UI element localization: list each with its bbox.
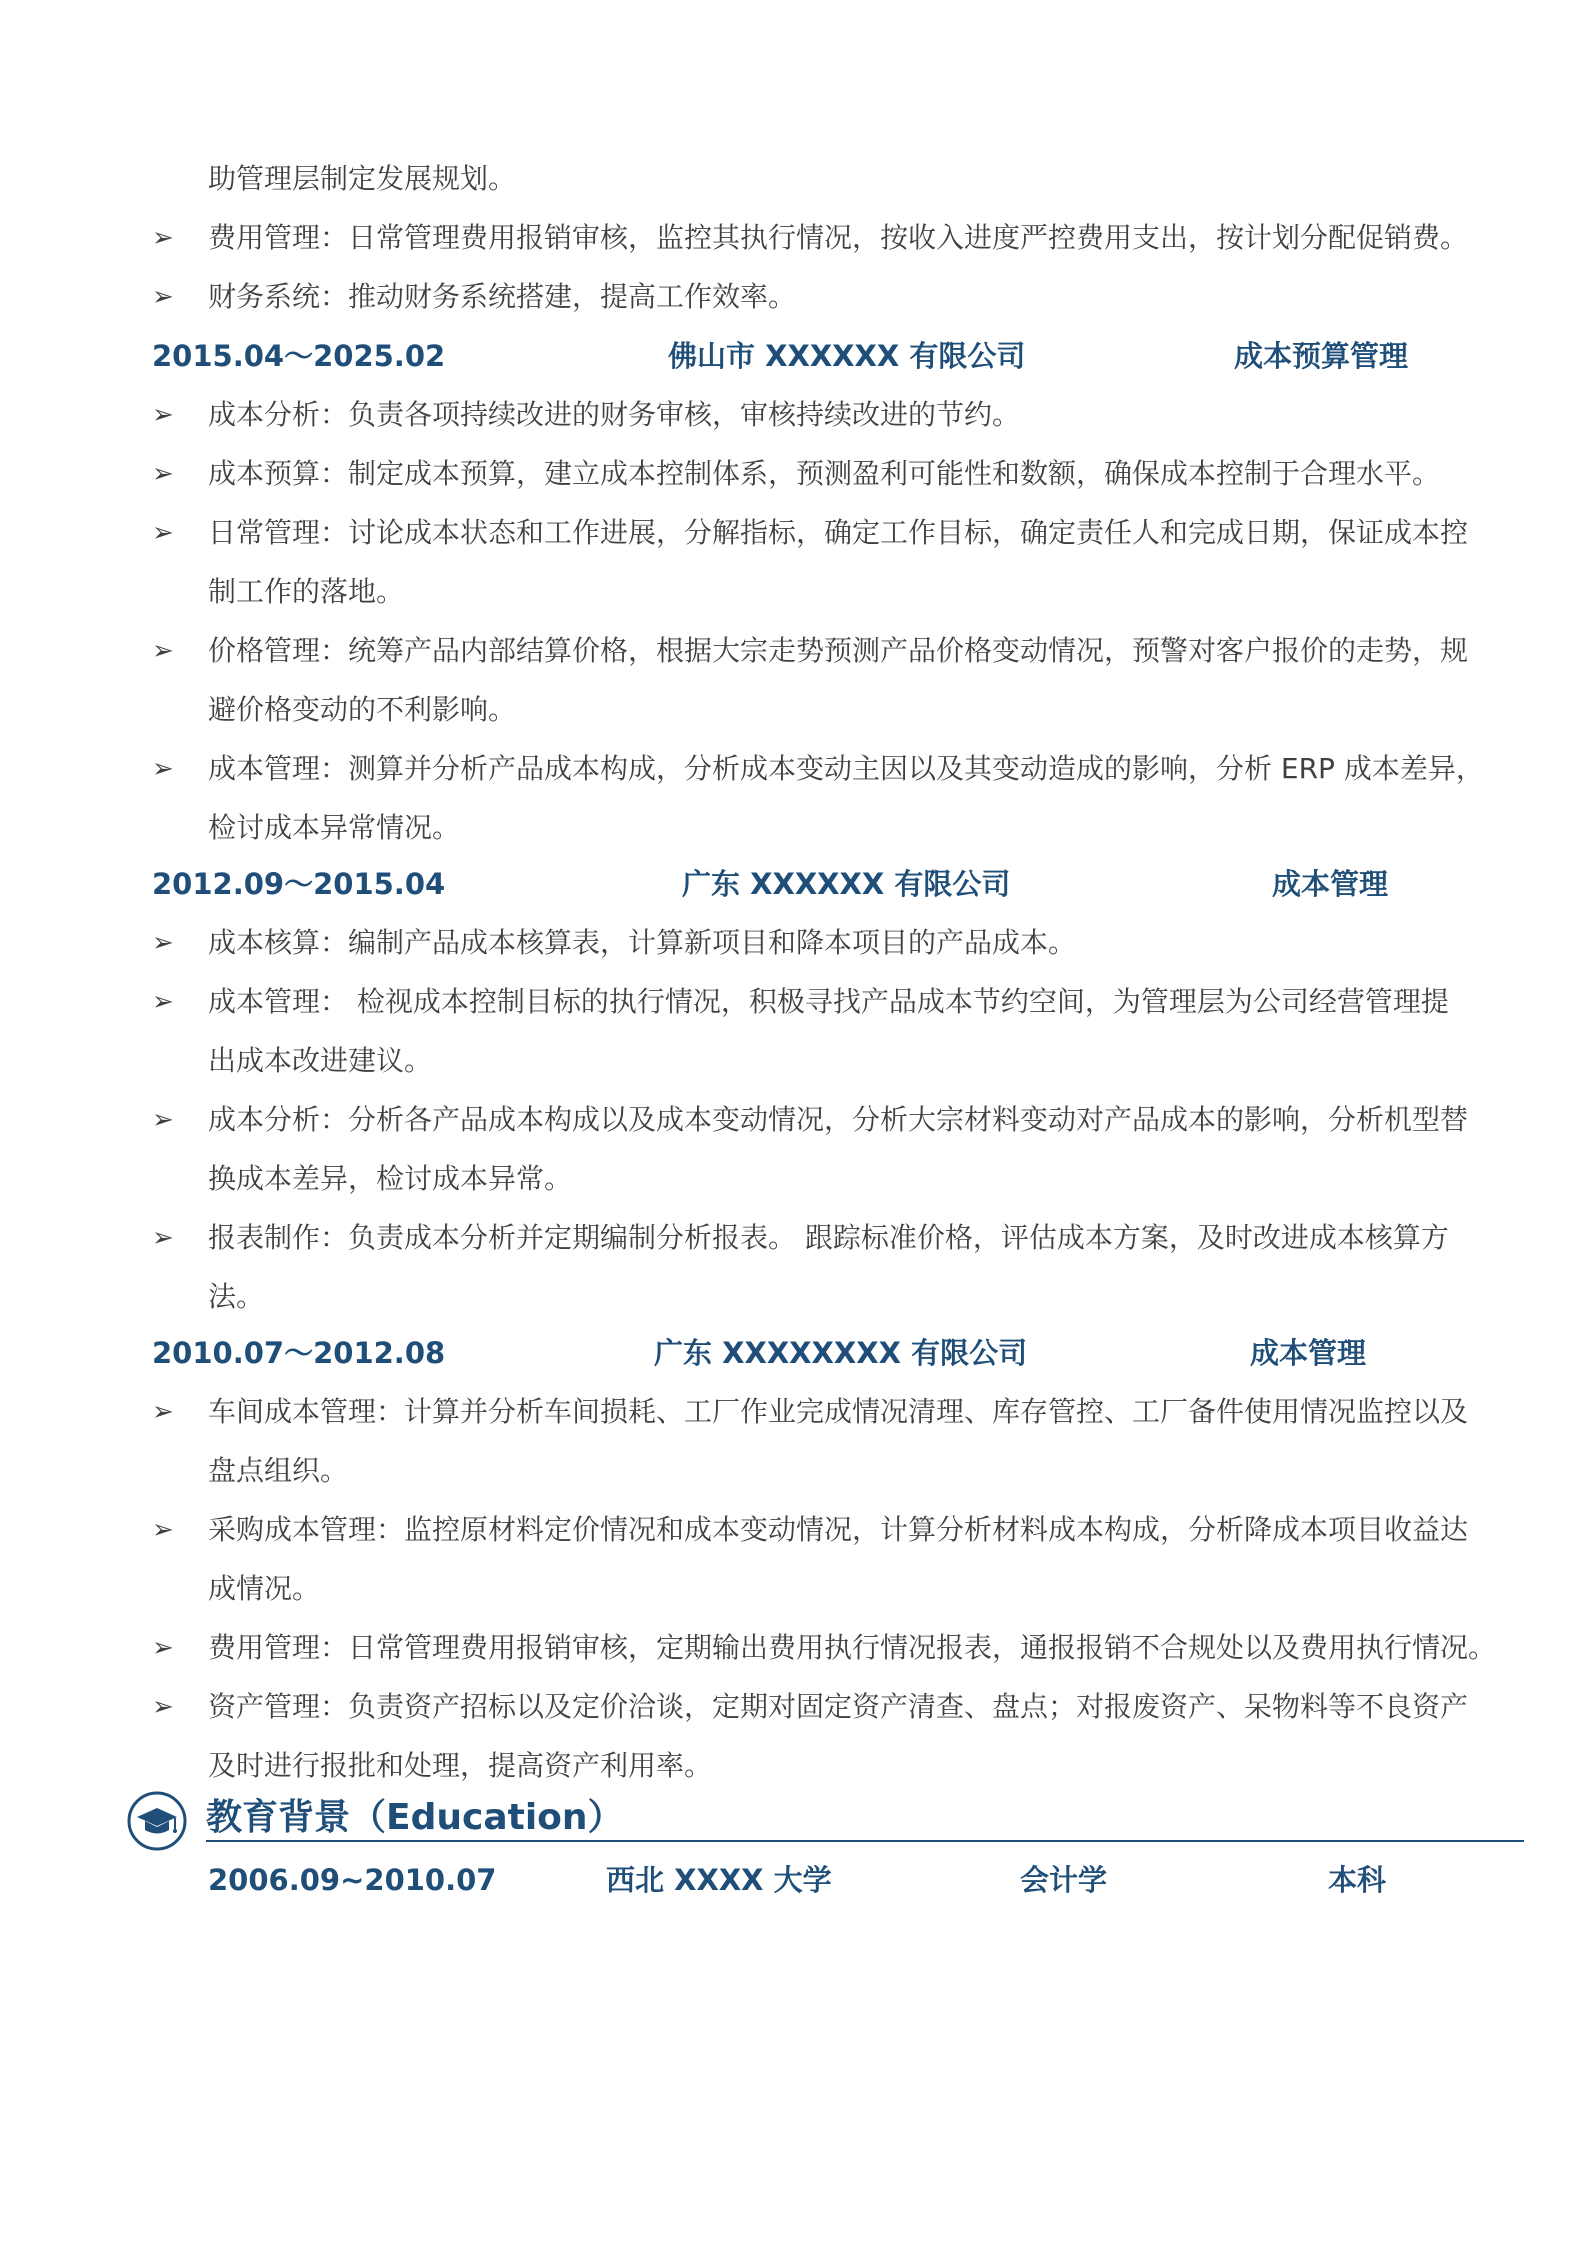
education-title: 教育背景（Education）: [206, 1797, 624, 1838]
job-header: [152, 336, 1452, 376]
bullet-arrow: ➢: [152, 1105, 174, 1135]
job-company: 佛山市 XXXXXX 有限公司: [668, 339, 1026, 373]
bullet-arrow: ➢: [152, 1397, 174, 1427]
bullet-text: 成本管理：测算并分析产品成本构成，分析成本变动主因以及其变动造成的影响，分析 ERP 成本差异，: [208, 752, 1484, 785]
education-period: 2006.09~2010.07: [208, 1863, 497, 1897]
bullet-arrow: ➢: [152, 459, 174, 489]
job-period: 2010.07～2012.08: [152, 1336, 446, 1370]
bullet-text: 成本分析：分析各产品成本构成以及成本变动情况，分析大宗材料变动对产品成本的影响，分析机型替: [208, 1103, 1469, 1136]
job-period: 2012.09～2015.04: [152, 867, 446, 901]
job-header: [152, 864, 1452, 904]
bullet-arrow: ➢: [152, 400, 174, 430]
bullet-arrow: ➢: [152, 636, 174, 666]
education-major: 会计学: [1020, 1863, 1108, 1897]
bullet-text: 成本分析：负责各项持续改进的财务审核，审核持续改进的节约。: [208, 398, 1021, 431]
bullet-text: 采购成本管理：监控原材料定价情况和成本变动情况，计算分析材料成本构成，分析降成本项目收益达: [208, 1513, 1469, 1546]
bullet-text-continued: 换成本差异，检讨成本异常。: [208, 1162, 573, 1195]
continuation-line: 助管理层制定发展规划。: [208, 162, 517, 195]
bullet-text: 费用管理：日常管理费用报销审核，监控其执行情况，按收入进度严控费用支出，按计划分配促销费。: [208, 221, 1469, 254]
bullet-text-continued: 成情况。: [208, 1572, 321, 1605]
bullet-text: 报表制作：负责成本分析并定期编制分析报表。 跟踪标准价格，评估成本方案，及时改进成本核算方: [208, 1221, 1449, 1254]
education-entry: [208, 1860, 1508, 1900]
job-role: 成本预算管理: [1234, 339, 1409, 373]
job-period: 2015.04～2025.02: [152, 339, 446, 373]
graduation-cap-icon: [126, 1790, 188, 1852]
bullet-text-continued: 检讨成本异常情况。: [208, 811, 461, 844]
bullet-arrow: ➢: [152, 1515, 174, 1545]
bullet-text: 日常管理：讨论成本状态和工作进展，分解指标，确定工作目标，确定责任人和完成日期，保证成本控: [208, 516, 1469, 549]
bullet-arrow: ➢: [152, 282, 174, 312]
bullet-arrow: ➢: [152, 754, 174, 784]
bullet-text-continued: 制工作的落地。: [208, 575, 405, 608]
bullet-text: 价格管理：统筹产品内部结算价格，根据大宗走势预测产品价格变动情况，预警对客户报价的走势，规: [208, 634, 1469, 667]
education-section-header: [126, 1790, 1526, 1854]
bullet-text: 费用管理：日常管理费用报销审核，定期输出费用执行情况报表，通报报销不合规处以及费用执行情况。: [208, 1631, 1497, 1664]
job-company: 广东 XXXXXX 有限公司: [682, 867, 1011, 901]
bullet-text: 资产管理：负责资产招标以及定价洽谈，定期对固定资产清查、盘点；对报废资产、呆物料等不良资产: [208, 1690, 1469, 1723]
bullet-arrow: ➢: [152, 1692, 174, 1722]
education-school: 西北 XXXX 大学: [606, 1863, 832, 1897]
bullet-arrow: ➢: [152, 987, 174, 1017]
job-role: 成本管理: [1272, 867, 1389, 901]
bullet-text-continued: 法。: [208, 1280, 265, 1313]
education-degree: 本科: [1328, 1863, 1387, 1897]
bullet-arrow: ➢: [152, 1223, 174, 1253]
job-header: [152, 1333, 1452, 1373]
bullet-text: 成本管理： 检视成本控制目标的执行情况，积极寻找产品成本节约空间，为管理层为公司经营管理提: [208, 985, 1449, 1018]
bullet-text: 成本核算：编制产品成本核算表，计算新项目和降本项目的产品成本。: [208, 926, 1077, 959]
bullet-arrow: ➢: [152, 1633, 174, 1663]
bullet-text: 车间成本管理：计算并分析车间损耗、工厂作业完成情况清理、库存管控、工厂备件使用情况监控以及: [208, 1395, 1469, 1428]
section-divider: [206, 1840, 1524, 1842]
bullet-text: 成本预算：制定成本预算，建立成本控制体系，预测盈利可能性和数额，确保成本控制于合理水平。: [208, 457, 1441, 490]
job-role: 成本管理: [1250, 1336, 1367, 1370]
job-company: 广东 XXXXXXXX 有限公司: [654, 1336, 1028, 1370]
bullet-arrow: ➢: [152, 518, 174, 548]
bullet-text-continued: 盘点组织。: [208, 1454, 349, 1487]
bullet-text: 财务系统：推动财务系统搭建，提高工作效率。: [208, 280, 797, 313]
bullet-arrow: ➢: [152, 928, 174, 958]
bullet-text-continued: 及时进行报批和处理，提高资产利用率。: [208, 1749, 713, 1782]
bullet-text-continued: 避价格变动的不利影响。: [208, 693, 517, 726]
bullet-text-continued: 出成本改进建议。: [208, 1044, 433, 1077]
bullet-arrow: ➢: [152, 223, 174, 253]
